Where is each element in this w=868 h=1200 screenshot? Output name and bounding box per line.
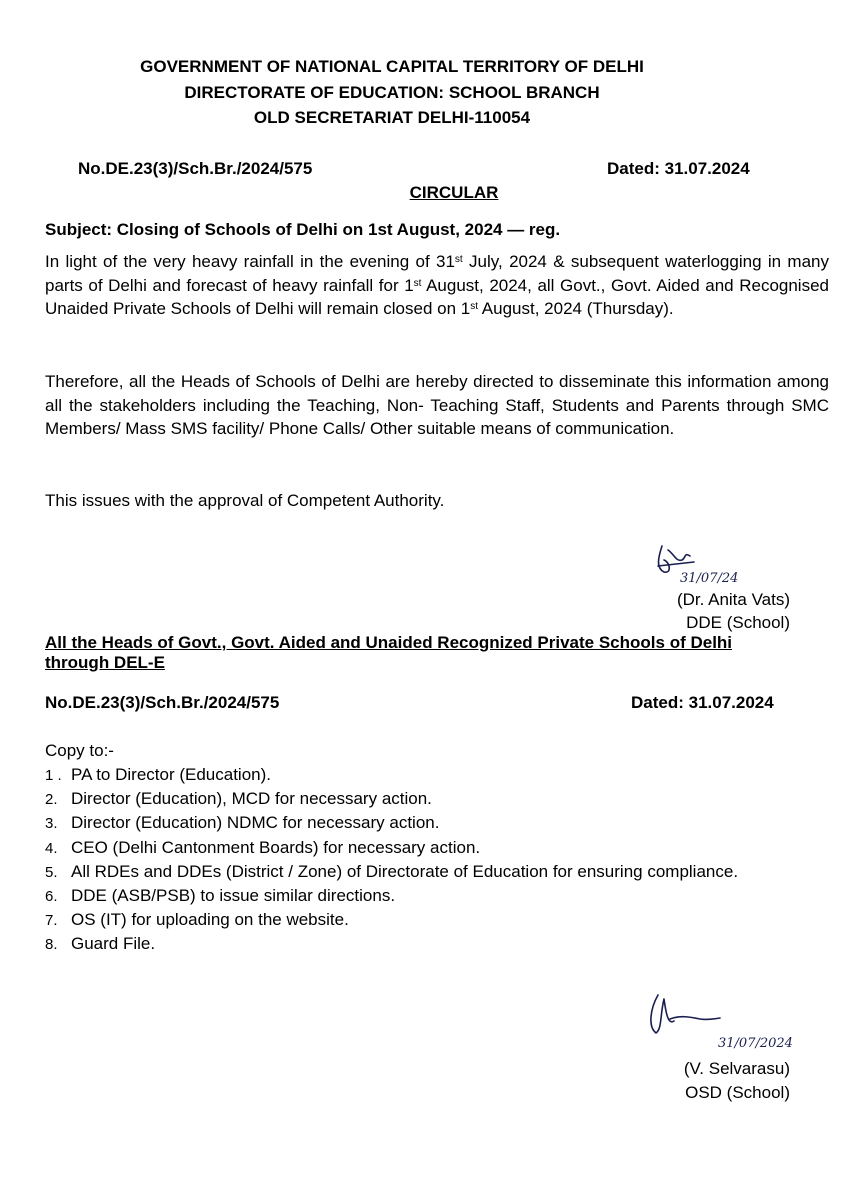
copy-to-item [45,838,738,862]
copy-to-heading: Copy to:- [45,741,114,760]
signatory-name: (Dr. Anita Vats) [676,590,790,609]
svg-text:31/07/24: 31/07/24 [680,571,739,586]
copy-to-item-text: Director (Education) NDMC for necessary action. [71,813,440,833]
reference-number-copy: No.DE.23(3)/Sch.Br./2024/575 [45,693,280,712]
reference-number: No.DE.23(3)/Sch.Br./2024/575 [78,159,313,178]
addressee-line-2: through DEL-E [45,653,165,672]
copy-to-item-number: 6. [45,887,58,905]
copy-to-item [45,789,738,813]
copy-to-item [45,862,738,886]
reference-date-copy: Dated: 31.07.2024 [631,693,774,712]
paragraph-approval: This issues with the approval of Competent Authority. [45,491,445,510]
copy-to-item-text: Director (Education), MCD for necessary action. [71,789,432,809]
reference-date: Dated: 31.07.2024 [607,159,750,178]
circular-title: CIRCULAR [409,183,499,202]
signatory-2-name: (V. Selvarasu) [683,1059,790,1078]
copy-to-item [45,934,738,958]
copy-to-item-text: DDE (ASB/PSB) to issue similar directions. [71,885,396,905]
svg-text:31/07/2024: 31/07/2024 [718,1036,793,1051]
copy-to-list [45,765,738,959]
copy-to-item-text: Guard File. [71,934,156,954]
copy-to-item-text: OS (IT) for uploading on the website. [71,910,349,930]
signature-anita-vats [650,540,790,590]
signatory-2-designation: OSD (School) [685,1083,790,1102]
copy-to-item [45,886,738,910]
paragraph-closure-notice: In light of the very heavy rainfall in the evening of 31st July, 2024 & subsequent waterlogging in many parts of Delhi and forecast of heavy rainfall for 1st August, 2024, all Govt., Govt. Aided and Recognised Unaided Private Schools of Delhi will remain closed on 1st August, 2024 (Thursday). [45,252,829,318]
copy-to-item-text: PA to Director (Education). [71,765,271,784]
copy-to-item [45,765,738,789]
paragraph-directive: Therefore, all the Heads of Schools of Delhi are hereby directed to disseminate this information among all the stakeholders including the Teaching, Non- Teaching Staff, Students and Parents through SMC Members/ Mass SMS facility/ Phone Calls/ Other suitable means of communication. [45,372,829,438]
copy-to-item-number: 5. [45,863,58,881]
header-directorate: DIRECTORATE OF EDUCATION: SCHOOL BRANCH [184,83,600,102]
header-government: GOVERNMENT OF NATIONAL CAPITAL TERRITORY OF DELHI [140,57,644,76]
header-address: OLD SECRETARIAT DELHI-110054 [253,108,531,127]
copy-to-item [45,910,738,934]
copy-to-item-number: 1 . [45,767,62,784]
copy-to-item [45,813,738,837]
copy-to-item-number: 8. [45,936,58,954]
copy-to-item-number: 2. [45,791,58,809]
addressee-line-1: All the Heads of Govt., Govt. Aided and Unaided Recognized Private Schools of Delhi [45,633,733,652]
signature-v-selvarasu [640,985,810,1055]
subject-line: Subject: Closing of Schools of Delhi on 1st August, 2024 — reg. [45,220,561,239]
copy-to-item-number: 4. [45,839,58,857]
copy-to-item-number: 3. [45,815,58,833]
copy-to-item-text: CEO (Delhi Cantonment Boards) for necessary action. [71,837,481,857]
signatory-designation: DDE (School) [686,613,790,632]
copy-to-item-text: All RDEs and DDEs (District / Zone) of Directorate of Education for ensuring compliance. [71,861,739,881]
copy-to-item-number: 7. [45,912,58,930]
